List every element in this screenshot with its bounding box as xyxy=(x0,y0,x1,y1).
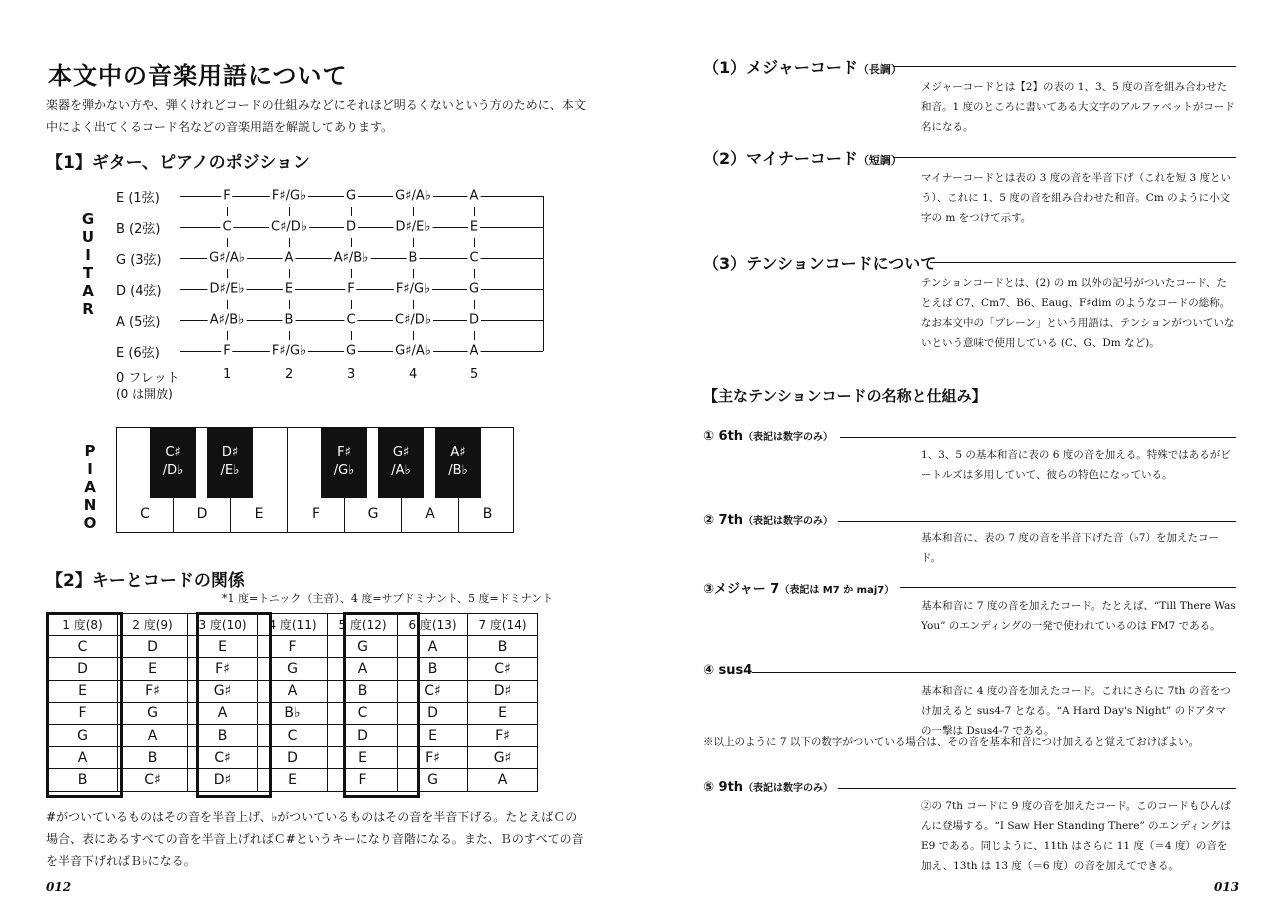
guitar-letter: G xyxy=(81,210,95,228)
section-heading xyxy=(703,251,936,274)
black-key xyxy=(150,428,196,498)
black-key-bottom: /E♭ xyxy=(220,463,240,478)
table-cell: A xyxy=(258,680,328,702)
table-cell: E xyxy=(468,702,538,724)
table-cell: D♯ xyxy=(188,769,258,791)
piano-keyboard xyxy=(116,427,514,533)
piano-letter: A xyxy=(84,478,96,496)
table-cell: F♯ xyxy=(188,658,258,680)
table-cell: B xyxy=(468,636,538,658)
table-cell: A xyxy=(48,747,118,769)
fret-tick xyxy=(474,269,475,278)
table-cell: B xyxy=(188,724,258,746)
fret-tick xyxy=(227,331,228,340)
section-number: （3） xyxy=(703,254,747,273)
black-key xyxy=(321,428,367,498)
fret-number: 3 xyxy=(347,367,356,382)
fret-note: D♯/E♭ xyxy=(395,219,431,235)
highlight-degree-5 xyxy=(343,612,420,798)
fret-tick xyxy=(474,331,475,340)
highlight-degree-3 xyxy=(196,612,272,798)
table-cell: A xyxy=(188,702,258,724)
guitar-vertical-label xyxy=(78,210,98,318)
guitar-letter: T xyxy=(82,264,94,282)
table-cell: A xyxy=(118,724,188,746)
string-label: A (5弦) xyxy=(116,315,161,330)
section-number: （1） xyxy=(703,58,747,77)
tension-header: 【主なテンションコードの名称と仕組み】 xyxy=(703,387,987,405)
table-cell: B xyxy=(328,680,398,702)
section-heading xyxy=(703,55,902,78)
tension-text: ②の 7th コードに 9 度の音を加えたコード。このコードもひんぱんに登場する。“I Saw Her Standing There” のエンディングは E9 である。同じように、11th はさらに 11 度（＝4 度）の音を加え、13th は 13 度（＝6 度）の音を加えてできる。 xyxy=(921,800,1232,872)
tension-heading xyxy=(703,578,894,597)
table-cell: C xyxy=(258,724,328,746)
black-key-bottom: /D♭ xyxy=(162,463,184,478)
table-cell: C xyxy=(328,702,398,724)
table-cell: D xyxy=(328,724,398,746)
table-cell: B xyxy=(398,658,468,680)
section-subtitle: （長調） xyxy=(857,63,902,76)
black-key-top: F♯ xyxy=(337,445,351,460)
fret-tick xyxy=(413,331,414,340)
table-cell: C xyxy=(48,636,118,658)
black-key xyxy=(378,428,424,498)
fret-number: 4 xyxy=(409,367,418,382)
table-cell: G♯ xyxy=(188,680,258,702)
fret-note: F♯/G♭ xyxy=(271,343,307,359)
tension-heading xyxy=(703,428,833,444)
fret-note: (0 は開放) xyxy=(116,387,173,401)
section-2-heading: 【2】キーとコードの関係 xyxy=(46,571,245,591)
table-cell: A xyxy=(468,769,538,791)
fret-note: F xyxy=(223,188,231,204)
table-cell: D xyxy=(398,702,468,724)
section-text: メジャーコードとは【2】の表の 1、3、5 度の音を組み合わせた和音。1 度のところに書いてある大文字のアルファベットがコード名になる。 xyxy=(921,81,1235,133)
guitar-letter: U xyxy=(81,228,95,246)
fret-note: A xyxy=(469,188,479,204)
guitar-letter: R xyxy=(82,300,94,318)
fret-tick xyxy=(227,238,228,247)
table-cell: E xyxy=(328,747,398,769)
highlight-degree-1 xyxy=(46,612,123,798)
tension-subtitle: （表記は M7 か maj7） xyxy=(779,585,895,596)
fret-note: A♯/B♭ xyxy=(333,250,369,266)
fret-tick xyxy=(227,269,228,278)
fret-tick xyxy=(289,269,290,278)
table-cell: C♯ xyxy=(398,680,468,702)
tension-subtitle: （表記は数字のみ） xyxy=(743,783,834,794)
table-cell: C♯ xyxy=(118,769,188,791)
tension-heading xyxy=(703,779,833,795)
table-cell: C♯ xyxy=(468,658,538,680)
table-cell: D♯ xyxy=(468,680,538,702)
fret-note: G xyxy=(468,281,480,297)
tension-rule xyxy=(752,672,1236,673)
fret-note: F xyxy=(347,281,355,297)
black-key-bottom: /A♭ xyxy=(391,463,411,478)
table-header-cell: 7 度(14) xyxy=(468,614,538,636)
guitar-letter: I xyxy=(85,246,91,264)
table-header-cell: 6 度(13) xyxy=(398,614,468,636)
fret-tick xyxy=(351,331,352,340)
fret-tick xyxy=(289,300,290,309)
tension-rule xyxy=(900,587,1236,588)
fret-note: C♯/D♭ xyxy=(271,219,307,235)
page-number-right: 013 xyxy=(1214,880,1240,894)
black-key-bottom: /B♭ xyxy=(448,463,468,478)
white-key-label: C xyxy=(140,506,150,522)
string-label: E (1弦) xyxy=(116,191,160,206)
fret-tick xyxy=(351,238,352,247)
tension-rule xyxy=(840,437,1236,438)
table-cell: E xyxy=(48,680,118,702)
fret-note: G xyxy=(345,188,357,204)
tension-title: ⑤ 9th xyxy=(703,780,744,795)
section-title: マイナーコード xyxy=(746,149,858,168)
tension-subtitle: （表記は数字のみ） xyxy=(743,432,834,443)
fret-note: C♯/D♭ xyxy=(395,312,431,328)
fret-note: F xyxy=(223,343,231,359)
fret-note: G xyxy=(345,343,357,359)
table-cell: D xyxy=(48,658,118,680)
section-heading xyxy=(703,146,902,169)
table-header-cell: 1 度(8) xyxy=(48,614,118,636)
table-cell: B xyxy=(48,769,118,791)
table-cell: C♯ xyxy=(188,747,258,769)
white-key-label: D xyxy=(196,506,208,522)
piano-letters xyxy=(80,442,100,532)
string-label: B (2弦) xyxy=(116,222,161,237)
fret-tick xyxy=(289,331,290,340)
black-key xyxy=(207,428,253,498)
fret-note: E xyxy=(284,281,294,297)
guitar-letter: A xyxy=(82,282,94,300)
page-number-left: 012 xyxy=(46,880,72,894)
table-cell: D xyxy=(118,636,188,658)
section-rule xyxy=(893,66,1236,67)
section-rule xyxy=(893,157,1236,158)
fret-tick xyxy=(413,207,414,216)
table-cell: B♭ xyxy=(258,702,328,724)
table-cell: F♯ xyxy=(398,747,468,769)
piano-letter: O xyxy=(83,514,97,532)
section-text: マイナーコードとは表の 3 度の音を半音下げ（これを短 3 度という）、これに 1、5 度の音を組み合わせた和音。Cm のように小文字の m をつけて示す。 xyxy=(921,172,1232,224)
fret-note: G♯/A♭ xyxy=(209,250,245,266)
table-cell: F♯ xyxy=(468,724,538,746)
string-label: G (3弦) xyxy=(116,253,162,268)
section-title: メジャーコード xyxy=(746,58,858,77)
table-cell: B xyxy=(118,747,188,769)
fret-tick xyxy=(227,300,228,309)
section-number: （2） xyxy=(703,149,747,168)
black-key-top: C♯ xyxy=(165,445,181,460)
fret-note: F♯/G♭ xyxy=(395,281,431,297)
white-key-label: B xyxy=(482,506,493,522)
white-key-label: E xyxy=(254,506,264,522)
fret-note: A♯/B♭ xyxy=(209,312,245,328)
table-header-cell: 3 度(10) xyxy=(188,614,258,636)
tension-rule xyxy=(838,521,1236,522)
table-cell: F xyxy=(328,769,398,791)
fret-tick xyxy=(413,269,414,278)
piano-vertical-label xyxy=(80,442,100,532)
fret-tick xyxy=(351,269,352,278)
fret-number: 1 xyxy=(223,367,232,382)
fret-note: C xyxy=(469,250,479,266)
piano-letter: N xyxy=(83,496,97,514)
tension-text: 基本和音に、表の 7 度の音を半音下げた音（♭7）を加えたコード。 xyxy=(921,532,1219,564)
fret-note: G♯/A♭ xyxy=(395,343,431,359)
fret-note: F♯/G♭ xyxy=(271,188,307,204)
black-key-top: A♯ xyxy=(450,445,466,460)
fret-tick xyxy=(227,207,228,216)
white-key-label: F xyxy=(311,506,321,522)
sus-note: ※以上のように 7 以下の数字がついている場合は、その音を基本和音につけ加えると覚えておけばよい。 xyxy=(703,736,1200,748)
tension-text: 1、3、5 の基本和音に表の 6 度の音を加える。特殊ではあるがビートルズは多用していて、彼らの特色になっている。 xyxy=(921,449,1231,481)
fret-note: A xyxy=(469,343,479,359)
intro-text: 楽器を弾かない方や、弾くけれどコードの仕組みなどにそれほど明るくないという方のために、本文中によく出てくるコード名などの音楽用語を解説してあります。 xyxy=(46,98,586,134)
fret-note: B xyxy=(284,312,294,328)
string-label: D (4弦) xyxy=(116,284,162,299)
table-cell: E xyxy=(398,724,468,746)
fret-note: D♯/E♭ xyxy=(209,281,245,297)
white-key-label: G xyxy=(367,506,379,522)
table-cell: D xyxy=(258,747,328,769)
fret-tick xyxy=(289,238,290,247)
tension-text: 基本和音に 4 度の音を加えたコード。これにさらに 7th の音をつけ加えると sus4-7 となる。“A Hard Day's Night” のドアタマの一撃は Dsus4-7 である。 xyxy=(921,685,1231,737)
table-cell: E xyxy=(118,658,188,680)
black-key-top: G♯ xyxy=(392,445,410,460)
fret-tick xyxy=(413,238,414,247)
fret-note: B xyxy=(408,250,418,266)
string-line xyxy=(180,196,543,197)
black-key xyxy=(435,428,481,498)
table-cell: G xyxy=(398,769,468,791)
fret-tick xyxy=(474,238,475,247)
table-cell: F♯ xyxy=(118,680,188,702)
tension-heading xyxy=(703,512,833,528)
tension-heading xyxy=(703,663,752,678)
fret-tick xyxy=(474,207,475,216)
table-cell: G xyxy=(118,702,188,724)
black-key-bottom: /G♭ xyxy=(333,463,355,478)
fret-tick xyxy=(351,207,352,216)
tension-rule xyxy=(838,788,1236,789)
string-line xyxy=(180,227,543,228)
table-cell: F xyxy=(48,702,118,724)
fret-note: C xyxy=(346,312,356,328)
table-header-cell: 4 度(11) xyxy=(258,614,328,636)
footnote: #がついているものはその音を半音上げ、♭がついているものはその音を半音下げる。たとえばＣの場合、表にあるすべての音を半音上げればＣ#というキーになり音階になる。また、Ｂのすべての音を半音下げればＢ♭になる。 xyxy=(46,810,584,868)
tension-subtitle: （表記は数字のみ） xyxy=(743,516,834,527)
fret-tick xyxy=(351,300,352,309)
table-cell: G xyxy=(258,658,328,680)
table-header-cell: 2 度(9) xyxy=(118,614,188,636)
section-1-heading: 【1】ギター、ピアノのポジション xyxy=(46,153,310,173)
white-key-label: A xyxy=(425,506,435,522)
tension-title: ② 7th xyxy=(703,513,744,528)
table-header-cell: 5 度(12) xyxy=(328,614,398,636)
tension-title: ① 6th xyxy=(703,429,744,444)
tension-title: ④ sus4 xyxy=(703,663,753,678)
table-cell: A xyxy=(328,658,398,680)
fret-label: 0 フレット xyxy=(116,371,180,386)
string-label: E (6弦) xyxy=(116,346,160,361)
table-cell: G♯ xyxy=(468,747,538,769)
section-rule xyxy=(930,262,1236,263)
string-line xyxy=(180,351,543,352)
black-key-top: D♯ xyxy=(221,445,239,460)
table-cell: E xyxy=(258,769,328,791)
section-subtitle: （短調） xyxy=(857,154,902,167)
fret-note: D xyxy=(345,219,357,235)
fret-number: 5 xyxy=(470,367,479,382)
section-title: テンションコードについて xyxy=(746,254,937,273)
fret-tick xyxy=(289,207,290,216)
piano-letter: P xyxy=(84,442,96,460)
table-cell: E xyxy=(188,636,258,658)
table-note: *1 度=トニック（主音）、4 度=サブドミナント、5 度=ドミナント xyxy=(222,592,554,605)
table-cell: G xyxy=(328,636,398,658)
fret-note: D xyxy=(468,312,480,328)
piano-letter: I xyxy=(87,460,93,478)
tension-title: ③メジャー 7 xyxy=(703,582,780,597)
fret-number: 2 xyxy=(285,367,294,382)
fret-tick xyxy=(413,300,414,309)
fret-tick xyxy=(474,300,475,309)
table-cell: G xyxy=(48,724,118,746)
guitar-right-edge xyxy=(543,196,544,351)
section-text: テンションコードとは、(2) の m 以外の記号がついたコード、たとえば C7、Cm7、B6、Eaug、F♯dim のようなコードの総称。なお本文中の「プレーン」という用語は、テンションがついていないという意味で使用している (C、G、Dm など)。 xyxy=(921,277,1235,349)
fret-note: C xyxy=(222,219,232,235)
page-title: 本文中の音楽用語について xyxy=(48,62,348,90)
fret-note: A xyxy=(284,250,294,266)
fret-note: G♯/A♭ xyxy=(395,188,431,204)
table-cell: A xyxy=(398,636,468,658)
fret-note: E xyxy=(469,219,479,235)
table-cell: F xyxy=(258,636,328,658)
tension-text: 基本和音に 7 度の音を加えたコード。たとえば、“Till There Was You” のエンディングの一発で使われているのは FM7 である。 xyxy=(921,600,1236,632)
